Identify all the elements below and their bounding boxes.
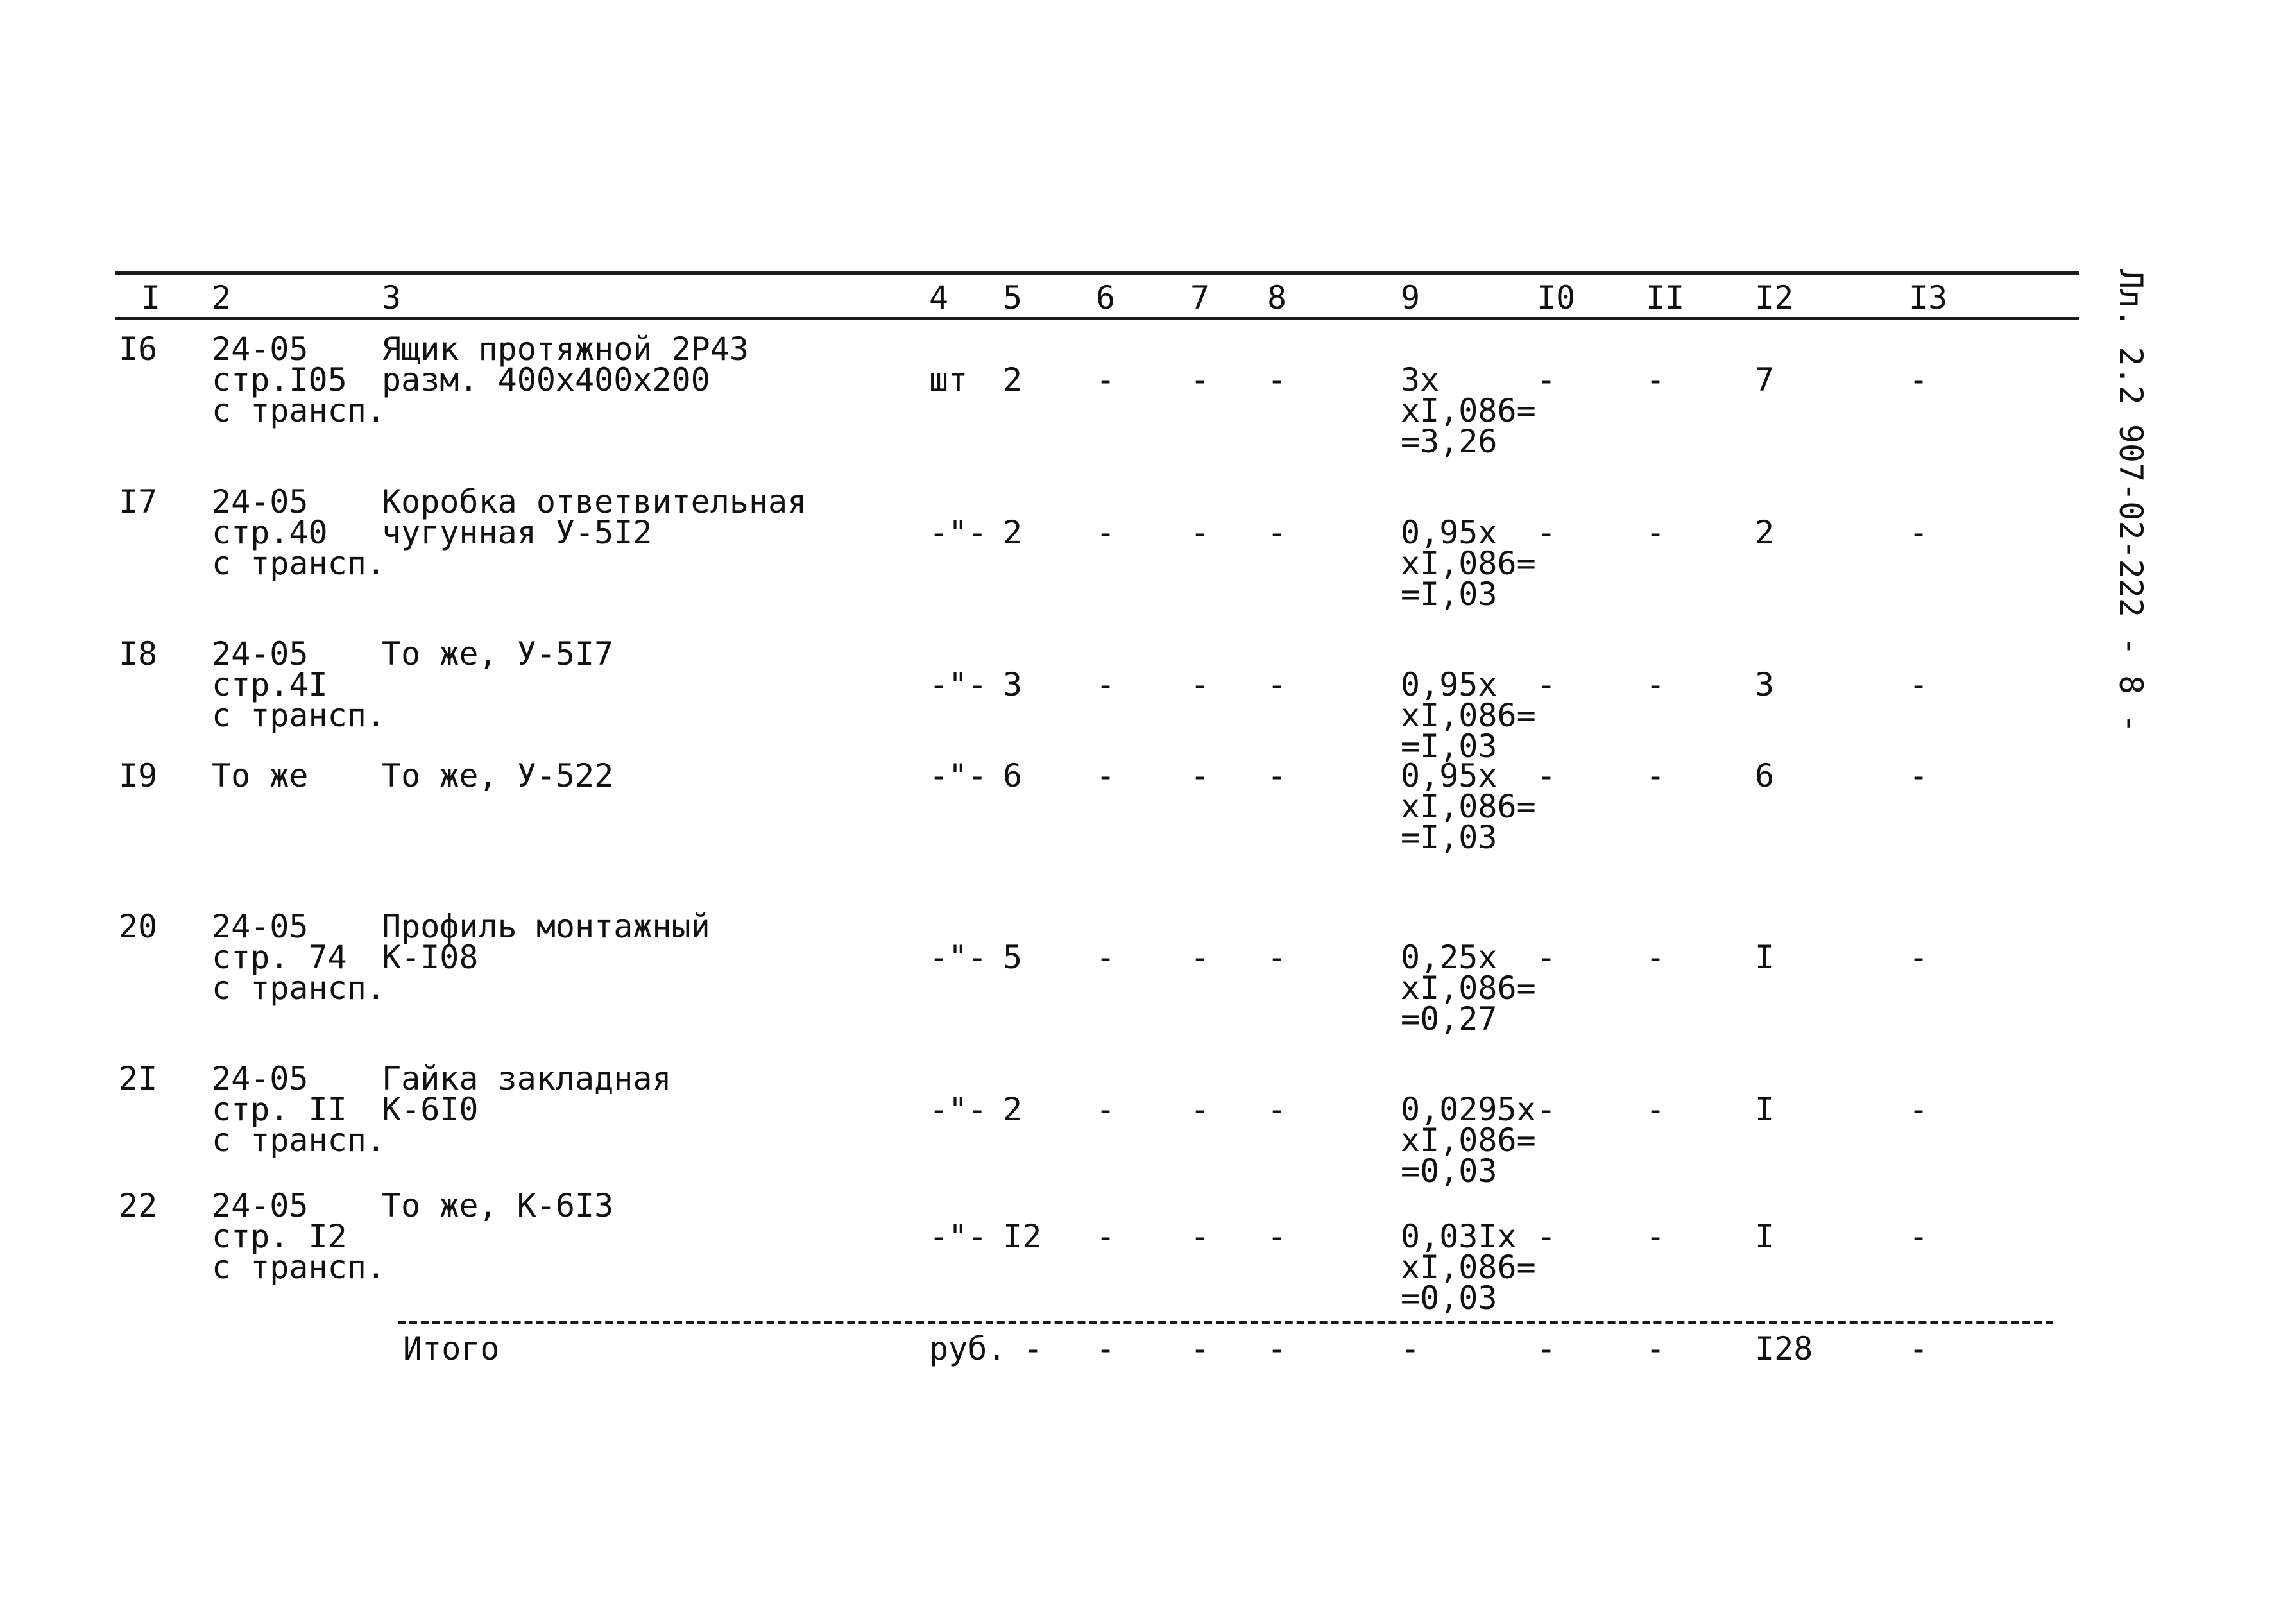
total-col6: - [1096, 1330, 1116, 1367]
top-rule [115, 271, 2079, 275]
calc-cell: 0,0295х [1401, 1091, 1536, 1128]
header-rule [115, 317, 2079, 320]
col6-cell: - [1096, 361, 1116, 398]
total-separator [398, 1321, 2053, 1324]
col6-cell: - [1096, 939, 1116, 976]
calc-cell: хI,086= [1401, 1122, 1536, 1159]
item-name: Коробка ответвительная [382, 483, 807, 520]
total-label: Итого [403, 1330, 500, 1367]
col8-cell: - [1267, 666, 1287, 703]
header-cell-11: II [1646, 279, 1685, 316]
reference-code: 24-05 [212, 1060, 309, 1097]
col11-cell: - [1646, 361, 1666, 398]
total-col9: - [1401, 1330, 1421, 1367]
row-number: I7 [119, 483, 158, 520]
unit-cell: -"- [929, 1091, 987, 1128]
quantity-cell: 6 [1003, 757, 1023, 794]
col8-cell: - [1267, 939, 1287, 976]
col6-cell: - [1096, 1091, 1116, 1128]
total-col12: I28 [1755, 1330, 1813, 1367]
total-qty: - [1023, 1330, 1043, 1367]
row-number: 22 [119, 1187, 158, 1224]
col13-cell: - [1909, 939, 1929, 976]
item-name: разм. 400х400х200 [382, 361, 710, 398]
calc-cell: =3,26 [1401, 423, 1498, 460]
calc-cell: 0,25х [1401, 939, 1498, 976]
header-cell-2: 2 [212, 279, 232, 316]
col6-cell: - [1096, 1218, 1116, 1255]
col7-cell: - [1190, 1091, 1210, 1128]
calc-cell: =0,27 [1401, 1000, 1498, 1038]
total-col8: - [1267, 1330, 1287, 1367]
col7-cell: - [1190, 361, 1210, 398]
total-col7: - [1190, 1330, 1210, 1367]
total-col10: - [1537, 1330, 1557, 1367]
header-cell-10: I0 [1537, 279, 1576, 316]
side-stamp [2112, 269, 2153, 937]
reference-code: 24-05 [212, 1187, 309, 1224]
reference-code: 24-05 [212, 635, 309, 672]
col13-cell: - [1909, 514, 1929, 551]
col10-cell: - [1537, 757, 1557, 794]
item-name: То же, У-522 [382, 757, 614, 794]
calc-cell: =0,03 [1401, 1152, 1498, 1190]
header-cell-13: I3 [1909, 279, 1948, 316]
reference-code: с трансп. [212, 697, 386, 734]
col12-cell: 2 [1755, 514, 1775, 551]
item-name: То же, У-5I7 [382, 635, 614, 672]
header-cell-12: I2 [1755, 279, 1794, 316]
reference-code: с трансп. [212, 1122, 386, 1159]
reference-code: 24-05 [212, 908, 309, 945]
header-cell-1: I [141, 279, 161, 316]
reference-code: стр. II [212, 1091, 347, 1128]
row-number: I6 [119, 330, 158, 368]
reference-code: с трансп. [212, 545, 386, 582]
unit-cell: -"- [929, 939, 987, 976]
calc-cell: =I,03 [1401, 728, 1498, 765]
header-cell-3: 3 [382, 279, 402, 316]
unit-cell: шт [929, 361, 968, 398]
reference-code: стр. I2 [212, 1218, 347, 1255]
col6-cell: - [1096, 514, 1116, 551]
col8-cell: - [1267, 361, 1287, 398]
quantity-cell: 2 [1003, 361, 1023, 398]
col12-cell: 7 [1755, 361, 1775, 398]
calc-cell: =0,03 [1401, 1279, 1498, 1317]
col11-cell: - [1646, 514, 1666, 551]
col8-cell: - [1267, 1218, 1287, 1255]
reference-code: То же [212, 757, 309, 794]
reference-code: 24-05 [212, 483, 309, 520]
col6-cell: - [1096, 666, 1116, 703]
header-cell-9: 9 [1401, 279, 1421, 316]
calc-cell: хI,086= [1401, 970, 1536, 1007]
col7-cell: - [1190, 939, 1210, 976]
total-unit: руб. [929, 1330, 1007, 1367]
col7-cell: - [1190, 757, 1210, 794]
row-number: 2I [119, 1060, 158, 1097]
col10-cell: - [1537, 939, 1557, 976]
quantity-cell: I2 [1003, 1218, 1042, 1255]
col11-cell: - [1646, 666, 1666, 703]
calc-cell: 0,95х [1401, 666, 1498, 703]
quantity-cell: 2 [1003, 514, 1023, 551]
row-number: 20 [119, 908, 158, 945]
item-name: То же, К-6I3 [382, 1187, 614, 1224]
calc-cell: хI,086= [1401, 392, 1536, 429]
col12-cell: I [1755, 1091, 1775, 1128]
header-cell-7: 7 [1190, 279, 1210, 316]
col8-cell: - [1267, 757, 1287, 794]
col11-cell: - [1646, 939, 1666, 976]
col13-cell: - [1909, 1218, 1929, 1255]
col12-cell: 6 [1755, 757, 1775, 794]
quantity-cell: 2 [1003, 1091, 1023, 1128]
total-col11: - [1646, 1330, 1666, 1367]
reference-code: с трансп. [212, 392, 386, 429]
calc-cell: хI,086= [1401, 788, 1536, 825]
col10-cell: - [1537, 514, 1557, 551]
calc-cell: =I,03 [1401, 576, 1498, 613]
reference-code: стр.4I [212, 666, 328, 703]
col13-cell: - [1909, 361, 1929, 398]
header-cell-5: 5 [1003, 279, 1023, 316]
calc-cell: 0,95х [1401, 514, 1498, 551]
reference-code: стр. 74 [212, 939, 347, 976]
col12-cell: I [1755, 939, 1775, 976]
unit-cell: -"- [929, 757, 987, 794]
item-name: чугунная У-5I2 [382, 514, 653, 551]
item-name: Ящик протяжной 2Р43 [382, 330, 749, 368]
col8-cell: - [1267, 1091, 1287, 1128]
col10-cell: - [1537, 1218, 1557, 1255]
row-number: I9 [119, 757, 158, 794]
quantity-cell: 3 [1003, 666, 1023, 703]
item-name: Профиль монтажный [382, 908, 710, 945]
header-cell-8: 8 [1267, 279, 1287, 316]
col12-cell: 3 [1755, 666, 1775, 703]
col7-cell: - [1190, 666, 1210, 703]
unit-cell: -"- [929, 666, 987, 703]
calc-cell: хI,086= [1401, 545, 1536, 582]
calc-cell: 3х [1401, 361, 1440, 398]
col7-cell: - [1190, 1218, 1210, 1255]
col6-cell: - [1096, 757, 1116, 794]
col12-cell: I [1755, 1218, 1775, 1255]
col8-cell: - [1267, 514, 1287, 551]
col11-cell: - [1646, 757, 1666, 794]
reference-code: с трансп. [212, 1249, 386, 1286]
col10-cell: - [1537, 1091, 1557, 1128]
calc-cell: хI,086= [1401, 1249, 1536, 1286]
col13-cell: - [1909, 1091, 1929, 1128]
calc-cell: 0,95х [1401, 757, 1498, 794]
col13-cell: - [1909, 757, 1929, 794]
row-number: I8 [119, 635, 158, 672]
item-name: К-6I0 [382, 1091, 479, 1128]
unit-cell: -"- [929, 1218, 987, 1255]
item-name: Гайка закладная [382, 1060, 672, 1097]
header-cell-4: 4 [929, 279, 949, 316]
col10-cell: - [1537, 361, 1557, 398]
col10-cell: - [1537, 666, 1557, 703]
header-cell-6: 6 [1096, 279, 1116, 316]
reference-code: стр.40 [212, 514, 328, 551]
col13-cell: - [1909, 666, 1929, 703]
calc-cell: =I,03 [1401, 819, 1498, 856]
col7-cell: - [1190, 514, 1210, 551]
calc-cell: 0,03Iх [1401, 1218, 1517, 1255]
item-name: К-I08 [382, 939, 479, 976]
side-stamp-text: Лл. 2.2 907-02-222 - 8 - [2112, 269, 2149, 733]
col11-cell: - [1646, 1218, 1666, 1255]
reference-code: 24-05 [212, 330, 309, 368]
calc-cell: хI,086= [1401, 697, 1536, 734]
reference-code: стр.I05 [212, 361, 347, 398]
reference-code: с трансп. [212, 970, 386, 1007]
unit-cell: -"- [929, 514, 987, 551]
total-col13: - [1909, 1330, 1929, 1367]
quantity-cell: 5 [1003, 939, 1023, 976]
col11-cell: - [1646, 1091, 1666, 1128]
